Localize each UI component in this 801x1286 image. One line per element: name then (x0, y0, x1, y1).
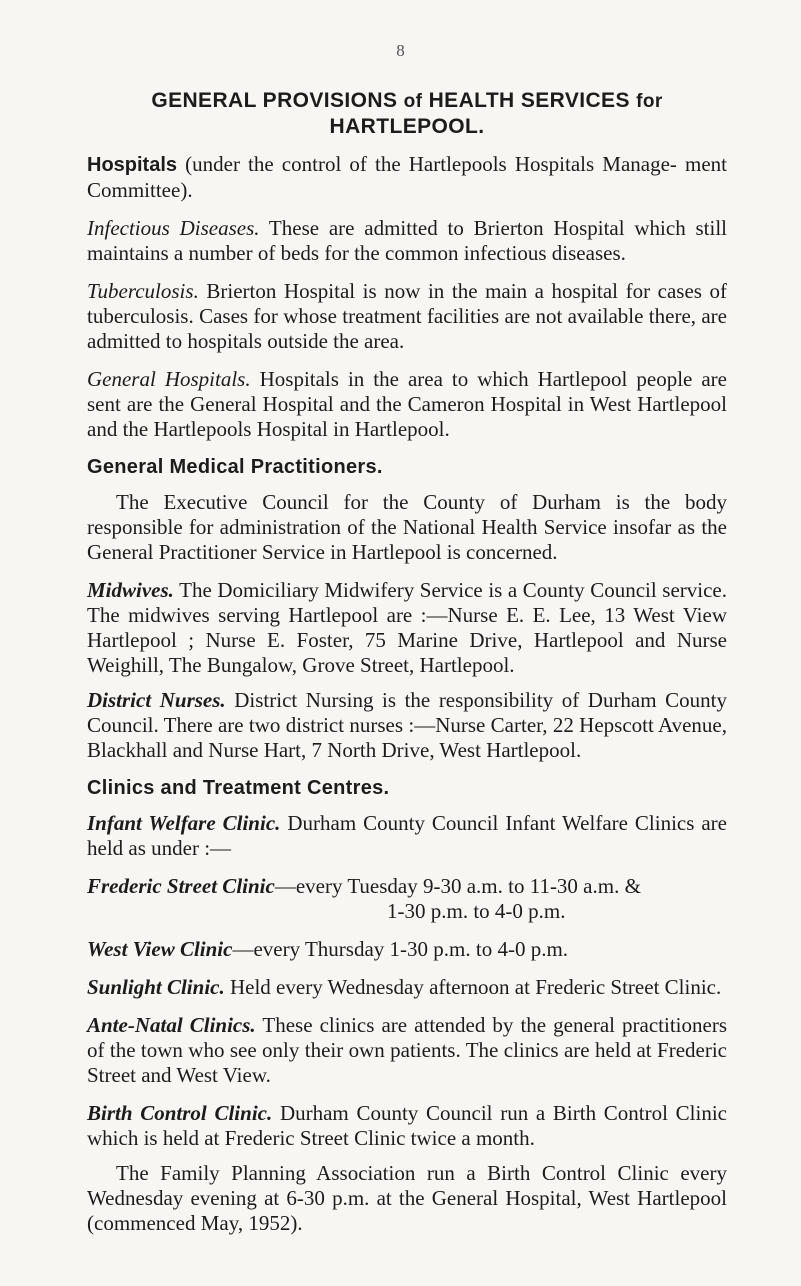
frederic-paragraph (87, 874, 727, 899)
district-nurses-text: District Nursing is the responsibility of Durham County Council. There are two district nurses :—Nurse Carter, 22 Hepscott Avenue, Blackhall and Nurse Hart, 7 North Drive, West Hartlepool. (87, 688, 727, 762)
infant-welfare-paragraph (87, 811, 727, 861)
infectious-paragraph (87, 216, 727, 266)
midwives-paragraph (87, 578, 727, 678)
birth-control-paragraph (87, 1101, 727, 1151)
ante-natal-lead: Ante-Natal Clinics. (87, 1013, 256, 1037)
frederic-text: —every Tuesday 9-30 a.m. to 11-30 a.m. & (274, 874, 641, 898)
frederic-lead: Frederic Street Clinic (87, 874, 275, 898)
birth-control-lead: Birth Control Clinic. (87, 1101, 273, 1125)
sunlight-paragraph (87, 975, 727, 1000)
page-number: 8 (396, 41, 405, 60)
infant-welfare-lead: Infant Welfare Clinic. (87, 811, 281, 835)
clinics-heading: Clinics and Treatment Centres. (87, 777, 390, 799)
infant-welfare-text: Durham County Council Infant Welfare Clinics are held as under :— (87, 811, 727, 860)
title-part-1: GENERAL PROVISIONS (151, 89, 398, 112)
general-hospitals-lead: General Hospitals. (87, 367, 251, 391)
west-view-text: —every Thursday 1-30 p.m. to 4-0 p.m. (232, 937, 569, 961)
ante-natal-paragraph (87, 1013, 727, 1088)
ante-natal-text: These clinics are attended by the general practitioners of the town who see only their own patients. The clinics are held at Frederic Street and West View. (87, 1013, 728, 1087)
hospitals-paragraph (87, 152, 727, 203)
district-nurses-lead: District Nurses. (87, 688, 226, 712)
title-line-1 (87, 88, 727, 114)
family-planning-paragraph: The Family Planning Association run a Birth Control Clinic every Wednesday evening at 6-30 p.m. at the General Hospital, West Hartlepool (commenced May, 1952). (87, 1161, 727, 1235)
general-hospitals-paragraph (87, 367, 727, 442)
west-view-paragraph (87, 937, 727, 962)
frederic-text-2: 1-30 p.m. to 4-0 p.m. (387, 899, 566, 923)
title-part-2: HEALTH SERVICES (428, 89, 630, 112)
document-body (87, 152, 727, 1236)
midwives-text: The Domiciliary Midwifery Service is a County Council service. The midwives serving Hartlepool are :—Nurse E. E. Lee, 13 West View Hartlepool ; Nurse E. Foster, 75 Marine Drive, Hartlepool and Nurse Weighill, The Bungalow, Grove Street, Hartlepool. (87, 578, 727, 677)
birth-control-text: Durham County Council run a Birth Control Clinic which is held at Frederic Street Clinic twice a month. (87, 1101, 727, 1150)
gp-heading: General Medical Practitioners. (87, 456, 383, 478)
hospitals-intro: (under the control of the Hartlepools Hospitals Manage- ment Committee). (87, 152, 727, 202)
tuberculosis-paragraph (87, 279, 727, 354)
tuberculosis-lead: Tuberculosis. (87, 279, 199, 303)
infectious-text: These are admitted to Brierton Hospital which still maintains a number of beds for the common infectious diseases. (87, 216, 727, 265)
district-nurses-paragraph (87, 688, 727, 763)
title-of: of (403, 91, 423, 112)
title-line-2: HARTLEPOOL. (329, 115, 485, 138)
west-view-lead: West View Clinic (87, 937, 233, 961)
title-for: for (636, 91, 663, 112)
hospitals-heading: Hospitals (87, 154, 178, 176)
tuberculosis-text: Brierton Hospital is now in the main a hospital for cases of tuberculosis. Cases for whose treatment facilities are not available there, are admitted to hospitals outside the area. (87, 279, 727, 353)
gp-paragraph: The Executive Council for the County of Durham is the body responsible for administration of the National Health Service insofar as the General Practitioner Service in Hartlepool is concerned. (87, 490, 727, 564)
page-title (87, 88, 727, 139)
general-hospitals-text: Hospitals in the area to which Hartlepool people are sent are the General Hospital and the Cameron Hospital in West Hartlepool and the Hartlepools Hospital in Hartlepool. (87, 367, 727, 441)
infectious-lead: Infectious Diseases. (87, 216, 260, 240)
midwives-lead: Midwives. (87, 578, 174, 602)
sunlight-text: Held every Wednesday afternoon at Frederic Street Clinic. (224, 975, 722, 999)
sunlight-lead: Sunlight Clinic. (87, 975, 225, 999)
